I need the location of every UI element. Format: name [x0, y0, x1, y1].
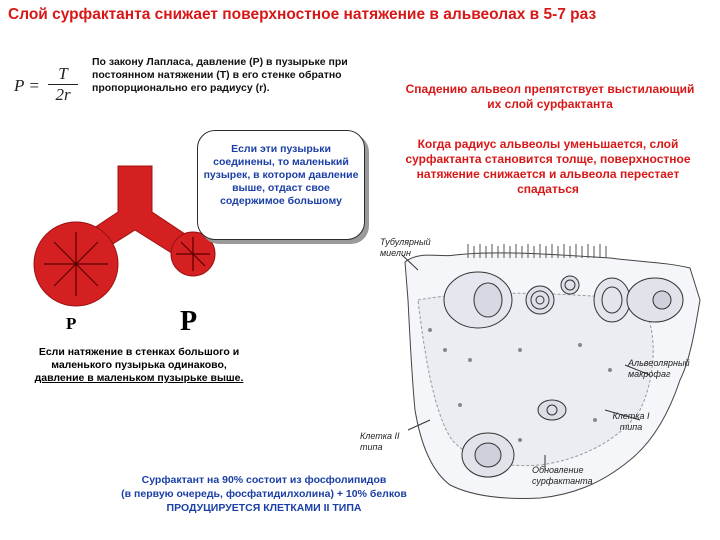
tension-note-line2: давление в маленьком пузырьке выше.	[34, 372, 244, 384]
label-surfactant-renewal: Обновление сурфактанта	[532, 465, 593, 486]
composition-line3: ПРОДУЦИРУЕТСЯ КЛЕТКАМИ II ТИПА	[166, 502, 362, 514]
label-tubular-myelin: Тубулярный миелин	[380, 237, 431, 258]
label-type2-cell: Клетка II типа	[360, 431, 400, 452]
page-title: Слой сурфактанта снижает поверхностное натяжение в альвеолах в 5-7 раз	[8, 6, 597, 23]
label-alveolar-macrophage: Альвеолярный макрофаг	[628, 358, 690, 379]
collapse-note: Спадению альвеол препятствует выстилающий их слой сурфактанта	[405, 82, 695, 111]
laplace-description: По закону Лапласа, давление (P) в пузырьке при постоянном натяжении (T) в его стенке обратно пропорционально его радиусу (r).	[92, 56, 348, 94]
radius-note: Когда радиус альвеолы уменьшается, слой сурфактанта становится толще, поверхностное натяжение снижается и альвеола перестает спадаться	[405, 137, 691, 196]
formula-numerator: T	[48, 64, 78, 85]
composition-line2: (в первую очередь, фосфатидилхолина) + 10% белков	[121, 488, 407, 500]
formula-lhs: P =	[14, 76, 40, 95]
pressure-small-bubble-label: P	[180, 306, 198, 337]
formula-denominator: 2r	[55, 85, 71, 104]
callout-text: Если эти пузырьки соединены, то маленький пузырек, в котором давление выше, отдаст свое содержимое большому	[203, 143, 359, 207]
pressure-large-bubble-label: P	[66, 314, 77, 333]
connected-bubbles	[34, 166, 215, 306]
label-type1-cell: Клетка I типа	[612, 411, 650, 432]
tension-note	[8, 346, 270, 385]
tension-note-line1: Если натяжение в стенках большого и маленького пузырька одинаково,	[38, 346, 240, 371]
surfactant-composition-note	[88, 473, 440, 515]
composition-line1: Сурфактант на 90% состоит из фосфолипидов	[141, 474, 387, 486]
